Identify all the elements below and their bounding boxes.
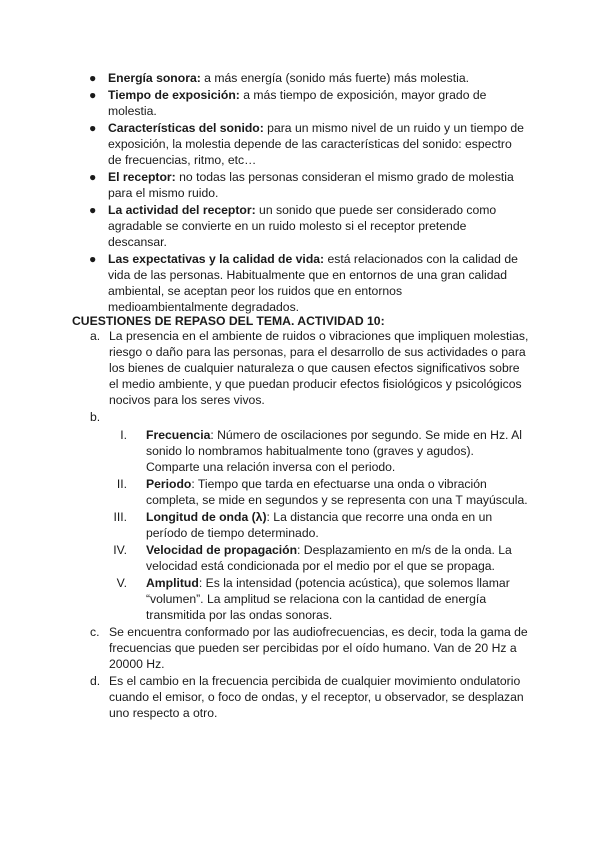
- answer-marker: c.: [90, 625, 100, 639]
- roman-marker: V.: [116, 576, 127, 590]
- item-text: : Desplazamiento en m/s de la onda. La velocidad está condicionada por el medio por el que se propaga.: [146, 543, 512, 573]
- answers-list: [90, 328, 530, 722]
- answer-text: Es el cambio en la frecuencia percibida de cualquier movimiento ondulatorio cuando el emisor, o foco de ondas, y el receptor, u observador, se desplazan uno respecto a otro.: [109, 674, 524, 720]
- item-term: Longitud de onda (λ): [146, 510, 267, 524]
- answer-b: [90, 409, 530, 623]
- item-term: Tiempo de exposición:: [108, 88, 240, 102]
- bullet-icon: ●: [89, 71, 97, 85]
- list-item: [84, 202, 524, 250]
- bullet-icon: ●: [89, 121, 97, 135]
- list-item: [84, 87, 524, 119]
- answer-marker: b.: [90, 410, 101, 424]
- item-term: El receptor:: [108, 170, 176, 184]
- item-term: Energía sonora:: [108, 71, 201, 85]
- list-item: [84, 251, 524, 315]
- answer-c: [90, 624, 530, 672]
- answer-d: [90, 673, 530, 721]
- roman-marker: IV.: [113, 543, 127, 557]
- section-heading: CUESTIONES DE REPASO DEL TEMA. ACTIVIDAD 10:: [72, 314, 385, 328]
- item-text: a más energía (sonido más fuerte) más molestia.: [200, 71, 470, 85]
- list-item: [109, 476, 530, 508]
- answer-text: Se encuentra conformado por las audiofrecuencias, es decir, toda la gama de frecuencias que pueden ser percibidas por el oído humano. Van de 20 Hz a 20000 Hz.: [109, 625, 528, 671]
- noise-factors-list: [84, 70, 524, 316]
- item-text: a más tiempo de exposición, mayor grado de molestia.: [108, 88, 487, 118]
- item-term: Velocidad de propagación: [146, 543, 298, 557]
- item-text: un sonido que puede ser considerado como agradable se convierte en un ruido molesto si el receptor pretende descansar.: [108, 203, 497, 249]
- list-item: [109, 427, 530, 475]
- roman-marker: II.: [116, 477, 127, 491]
- item-text: : Número de oscilaciones por segundo. Se mide en Hz. Al sonido lo nombramos habitualmente tono (graves y agudos). Comparte una relación inversa con el periodo.: [146, 428, 522, 474]
- answer-marker: d.: [90, 674, 101, 688]
- bullet-icon: ●: [89, 170, 97, 184]
- answer-marker: a.: [90, 329, 101, 343]
- item-term: Periodo: [146, 477, 192, 491]
- list-item: [109, 542, 530, 574]
- roman-marker: III.: [113, 510, 127, 524]
- list-item: [84, 70, 524, 86]
- item-text: no todas las personas consideran el mismo grado de molestia para el mismo ruido.: [108, 170, 514, 200]
- list-item: [84, 120, 524, 168]
- list-item: [84, 169, 524, 201]
- bullet-icon: ●: [89, 88, 97, 102]
- wave-properties-list: [109, 427, 530, 623]
- item-term: Frecuencia: [146, 428, 211, 442]
- answer-text: La presencia en el ambiente de ruidos o vibraciones que impliquen molestias, riesgo o daño para las personas, para el desarrollo de sus actividades o para los bienes de cualquier naturaleza o que causen efectos significativos sobre el medio ambiente, y que puedan producir efectos fisiológicos y psicológicos nocivos para los seres vivos.: [109, 329, 529, 407]
- list-item: [109, 509, 530, 541]
- item-term: La actividad del receptor:: [108, 203, 256, 217]
- item-term: Las expectativas y la calidad de vida:: [108, 252, 325, 266]
- answer-a: [90, 328, 530, 408]
- bullet-icon: ●: [89, 252, 97, 266]
- item-term: Características del sonido:: [108, 121, 264, 135]
- item-text: para un mismo nivel de un ruido y un tiempo de exposición, la molestia depende de las características del sonido: espectro de frecuencias, ritmo, etc…: [108, 121, 524, 167]
- item-text: : La distancia que recorre una onda en un período de tiempo determinado.: [146, 510, 493, 540]
- item-text: está relacionados con la calidad de vida de las personas. Habitualmente que en entornos de una gran calidad ambiental, se aceptan peor los ruidos que en entornos medioambientalmente degradados.: [108, 252, 518, 314]
- list-item: [109, 575, 530, 623]
- item-term: Amplitud: [146, 576, 199, 590]
- item-text: : Es la intensidad (potencia acústica), que solemos llamar “volumen”. La amplitud se relaciona con la cantidad de energía transmitida por las ondas sonoras.: [146, 576, 510, 622]
- roman-marker: I.: [120, 428, 127, 442]
- item-text: : Tiempo que tarda en efectuarse una onda o vibración completa, se mide en segundos y se representa con una T mayúscula.: [146, 477, 528, 507]
- bullet-icon: ●: [89, 203, 97, 217]
